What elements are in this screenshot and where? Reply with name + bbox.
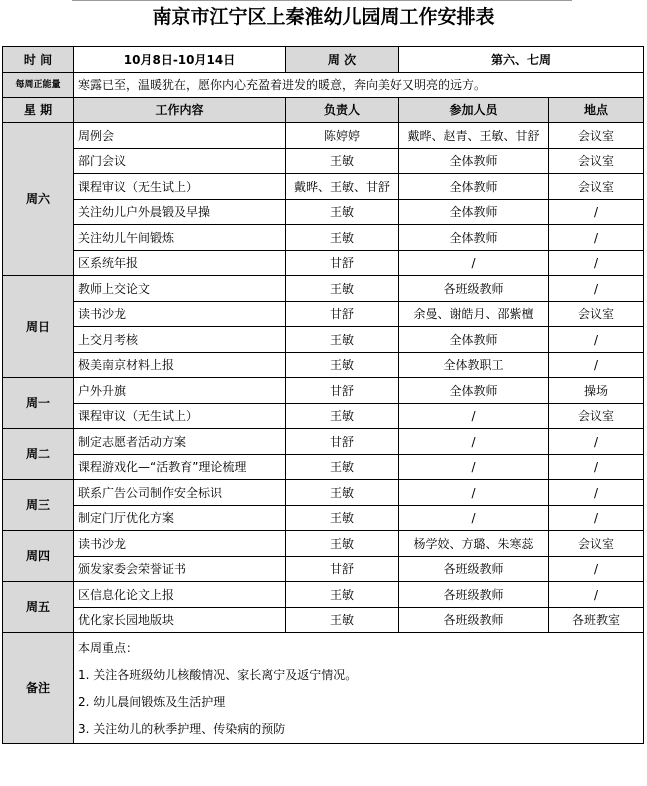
owner-cell: 甘舒 xyxy=(286,557,399,582)
table-row xyxy=(3,429,644,455)
day-cell: 周六 xyxy=(3,123,74,276)
content-cell: 上交月考核 xyxy=(74,327,286,353)
day-cell: 周五 xyxy=(3,582,74,633)
owner-cell: 王敏 xyxy=(286,276,399,302)
owner-cell: 王敏 xyxy=(286,327,399,353)
content-cell: 关注幼儿午间锻炼 xyxy=(74,225,286,251)
participants-cell: / xyxy=(399,251,549,276)
participants-cell: 全体教师 xyxy=(399,327,549,353)
col-owner: 负责人 xyxy=(286,98,399,123)
participants-cell: / xyxy=(399,480,549,506)
location-cell: 会议室 xyxy=(549,174,644,200)
location-cell: / xyxy=(549,429,644,455)
participants-cell: / xyxy=(399,429,549,455)
table-row xyxy=(3,480,644,506)
participants-cell: 全体教师 xyxy=(399,149,549,174)
table-row xyxy=(3,200,644,225)
motto-label: 每周正能量 xyxy=(3,73,74,98)
content-cell: 优化家长园地版块 xyxy=(74,608,286,633)
location-cell: 会议室 xyxy=(549,123,644,149)
motto-row xyxy=(3,73,644,98)
location-cell: / xyxy=(549,455,644,480)
location-cell: / xyxy=(549,200,644,225)
content-cell: 制定门厅优化方案 xyxy=(74,506,286,531)
owner-cell: 王敏 xyxy=(286,455,399,480)
col-participants: 参加人员 xyxy=(399,98,549,123)
table-row xyxy=(3,608,644,633)
participants-cell: 全体教师 xyxy=(399,200,549,225)
owner-cell: 王敏 xyxy=(286,200,399,225)
owner-cell: 王敏 xyxy=(286,404,399,429)
participants-cell: 全体教职工 xyxy=(399,353,549,378)
column-header-row xyxy=(3,98,644,123)
content-cell: 户外升旗 xyxy=(74,378,286,404)
table-row xyxy=(3,506,644,531)
table-row xyxy=(3,149,644,174)
participants-cell: 全体教师 xyxy=(399,225,549,251)
table-row xyxy=(3,531,644,557)
location-cell: 会议室 xyxy=(549,302,644,327)
location-cell: / xyxy=(549,327,644,353)
time-row xyxy=(3,47,644,73)
day-cell: 周一 xyxy=(3,378,74,429)
owner-cell: 王敏 xyxy=(286,531,399,557)
table-row xyxy=(3,582,644,608)
time-label: 时 间 xyxy=(3,47,74,73)
location-cell: / xyxy=(549,353,644,378)
content-cell: 课程审议（无生试上） xyxy=(74,174,286,200)
location-cell: / xyxy=(549,251,644,276)
participants-cell: 各班级教师 xyxy=(399,608,549,633)
week-label: 周 次 xyxy=(286,47,399,73)
participants-cell: 余曼、谢皓月、邵紫檀 xyxy=(399,302,549,327)
col-day: 星 期 xyxy=(3,98,74,123)
content-cell: 区系统年报 xyxy=(74,251,286,276)
table-row xyxy=(3,225,644,251)
table-row xyxy=(3,276,644,302)
table-row xyxy=(3,251,644,276)
top-rule xyxy=(72,0,572,1)
participants-cell: 各班级教师 xyxy=(399,557,549,582)
owner-cell: 王敏 xyxy=(286,582,399,608)
day-cell: 周四 xyxy=(3,531,74,582)
location-cell: / xyxy=(549,276,644,302)
schedule-table xyxy=(2,46,644,744)
owner-cell: 王敏 xyxy=(286,608,399,633)
notes-item: 3. 关注幼儿的秋季护理、传染病的预防 xyxy=(78,722,286,736)
location-cell: 操场 xyxy=(549,378,644,404)
owner-cell: 王敏 xyxy=(286,506,399,531)
table-row xyxy=(3,455,644,480)
owner-cell: 王敏 xyxy=(286,480,399,506)
day-cell: 周日 xyxy=(3,276,74,378)
owner-cell: 甘舒 xyxy=(286,302,399,327)
location-cell: 会议室 xyxy=(549,404,644,429)
content-cell: 联系广告公司制作安全标识 xyxy=(74,480,286,506)
location-cell: / xyxy=(549,557,644,582)
owner-cell: 甘舒 xyxy=(286,378,399,404)
owner-cell: 王敏 xyxy=(286,225,399,251)
table-row xyxy=(3,404,644,429)
content-cell: 区信息化论文上报 xyxy=(74,582,286,608)
location-cell: 各班教室 xyxy=(549,608,644,633)
table-row xyxy=(3,353,644,378)
content-cell: 教师上交论文 xyxy=(74,276,286,302)
content-cell: 制定志愿者活动方案 xyxy=(74,429,286,455)
location-cell: 会议室 xyxy=(549,531,644,557)
owner-cell: 戴晔、王敏、甘舒 xyxy=(286,174,399,200)
location-cell: / xyxy=(549,480,644,506)
notes-content xyxy=(74,633,644,744)
content-cell: 部门会议 xyxy=(74,149,286,174)
table-row xyxy=(3,327,644,353)
content-cell: 周例会 xyxy=(74,123,286,149)
content-cell: 课程游戏化—“活教育”理论梳理 xyxy=(74,455,286,480)
participants-cell: 各班级教师 xyxy=(399,276,549,302)
participants-cell: 各班级教师 xyxy=(399,582,549,608)
participants-cell: / xyxy=(399,506,549,531)
location-cell: / xyxy=(549,582,644,608)
notes-row xyxy=(3,633,644,744)
col-content: 工作内容 xyxy=(74,98,286,123)
location-cell: / xyxy=(549,506,644,531)
notes-item: 1. 关注各班级幼儿核酸情况、家长离宁及返宁情况。 xyxy=(78,668,358,682)
page-title: 南京市江宁区上秦淮幼儿园周工作安排表 xyxy=(152,6,495,28)
participants-cell: / xyxy=(399,455,549,480)
col-location: 地点 xyxy=(549,98,644,123)
table-row xyxy=(3,302,644,327)
location-cell: 会议室 xyxy=(549,149,644,174)
week-value: 第六、七周 xyxy=(399,47,644,73)
notes-label: 备注 xyxy=(3,633,74,744)
participants-cell: 杨学姣、方璐、朱寒蕊 xyxy=(399,531,549,557)
owner-cell: 王敏 xyxy=(286,149,399,174)
owner-cell: 陈婷婷 xyxy=(286,123,399,149)
table-row xyxy=(3,123,644,149)
participants-cell: 全体教师 xyxy=(399,378,549,404)
day-cell: 周二 xyxy=(3,429,74,480)
motto-text: 寒露已至，温暖犹在，愿你内心充盈着进发的暖意，奔向美好又明亮的远方。 xyxy=(74,73,644,98)
content-cell: 关注幼儿户外晨锻及早操 xyxy=(74,200,286,225)
content-cell: 读书沙龙 xyxy=(74,302,286,327)
notes-item: 2. 幼儿晨间锻炼及生活护理 xyxy=(78,695,226,709)
day-cell: 周三 xyxy=(3,480,74,531)
owner-cell: 王敏 xyxy=(286,353,399,378)
date-range: 10月8日-10月14日 xyxy=(74,47,286,73)
table-row xyxy=(3,174,644,200)
participants-cell: 戴晔、赵青、王敏、甘舒 xyxy=(399,123,549,149)
owner-cell: 甘舒 xyxy=(286,429,399,455)
content-cell: 颁发家委会荣誉证书 xyxy=(74,557,286,582)
content-cell: 课程审议（无生试上） xyxy=(74,404,286,429)
owner-cell: 甘舒 xyxy=(286,251,399,276)
participants-cell: / xyxy=(399,404,549,429)
participants-cell: 全体教师 xyxy=(399,174,549,200)
table-row xyxy=(3,378,644,404)
table-row xyxy=(3,557,644,582)
notes-heading: 本周重点： xyxy=(78,641,139,655)
content-cell: 读书沙龙 xyxy=(74,531,286,557)
content-cell: 极美南京材料上报 xyxy=(74,353,286,378)
location-cell: / xyxy=(549,225,644,251)
